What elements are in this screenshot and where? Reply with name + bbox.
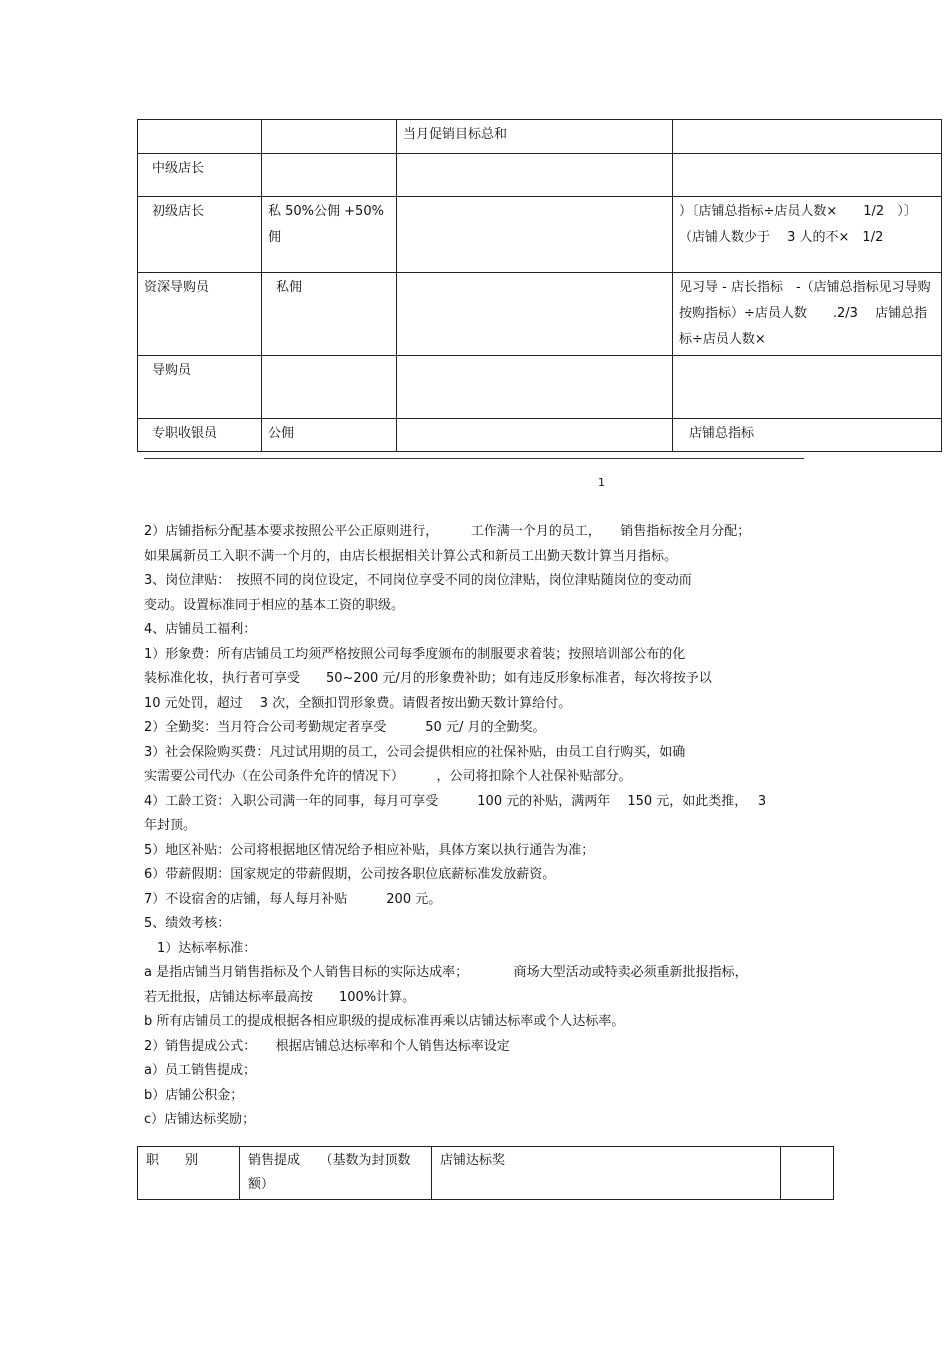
table-row — [138, 419, 942, 452]
table-cell — [397, 154, 673, 197]
table-cell: ）〔店铺总指标÷店员人数× 1/2 ）〕（店铺人数少于 3 人的不× 1/2 — [673, 197, 942, 273]
text-line: 2）店铺指标分配基本要求按照公平公正原则进行， 工作满一个月的员工， 销售指标按全月分配； — [144, 524, 751, 539]
table-cell: 资深导购员 — [138, 273, 262, 356]
text-line: 5、绩效考核： — [144, 916, 231, 931]
table-cell — [673, 120, 942, 154]
text-line: 7）不设宿舍的店铺，每人每月补贴 200 元。 — [144, 891, 442, 907]
table-cell: 当月促销目标总和 — [397, 120, 673, 154]
table-cell — [673, 356, 942, 419]
table-row — [138, 197, 942, 273]
text-line: 装标准化妆，执行者可享受 50~200 元/月的形象费补助；如有违反形象标准者，每次将按予以 — [144, 671, 712, 686]
table-cell: 店铺总指标 — [673, 419, 942, 452]
text-line: 年封顶。 — [144, 818, 197, 833]
table-cell: 专职收银员 — [138, 419, 262, 452]
text-line: 6）带薪假期：国家规定的带薪假期，公司按各职位底薪标准发放薪资。 — [144, 867, 556, 882]
policy-text — [144, 520, 844, 1133]
table-row — [138, 356, 942, 419]
table-cell — [397, 419, 673, 452]
text-line: a 是指店铺当月销售指标及个人销售目标的实际达成率； 商场大型活动或特卖必须重新批报指标， — [144, 965, 748, 980]
table-cell: 初级店长 — [138, 197, 262, 273]
table-cell — [262, 120, 397, 154]
page-number: 1 — [598, 476, 605, 489]
table-row — [138, 120, 942, 154]
table-cell: 私 50%公佣 +50%佣 — [262, 197, 397, 273]
text-line: 1）形象费：所有店铺员工均须严格按照公司每季度颁布的制服要求着装；按照培训部公布的化 — [144, 646, 686, 662]
text-line: 2）全勤奖：当月符合公司考勤规定者享受 50 元/ 月的全勤奖。 — [144, 720, 546, 735]
text-line: c）店铺达标奖励； — [144, 1112, 256, 1127]
table-row — [138, 273, 942, 356]
table-header-cell — [781, 1147, 834, 1200]
table-cell — [397, 273, 673, 356]
text-line: 5）地区补贴：公司将根据地区情况给予相应补贴，具体方案以执行通告为准； — [144, 842, 595, 858]
text-line: 4、店铺员工福利： — [144, 622, 257, 637]
commission-formula-table — [137, 1146, 834, 1200]
table-cell — [138, 120, 262, 154]
text-line: 3、岗位津贴： 按照不同的岗位设定，不同岗位享受不同的岗位津贴，岗位津贴随岗位的变动而 — [144, 573, 692, 588]
table-cell — [673, 154, 942, 197]
text-line: 变动。设置标准同于相应的基本工资的职级。 — [144, 597, 405, 613]
text-line: 4）工龄工资：入职公司满一年的同事，每月可享受 100 元的补贴，满两年 150 元，如此类推， 3 — [144, 793, 767, 809]
table-cell: 中级店长 — [138, 154, 262, 197]
table-cell — [262, 154, 397, 197]
table-header-cell: 职 别 — [138, 1147, 240, 1200]
table-cell — [397, 356, 673, 419]
table-header-cell: 销售提成 （基数为封顶数额） — [240, 1147, 432, 1200]
table-cell: 公佣 — [262, 419, 397, 452]
table-header-cell: 店铺达标奖 — [432, 1147, 781, 1200]
text-line: 1）达标率标准： — [144, 940, 257, 956]
text-line: 10 元处罚，超过 3 次，全额扣罚形象费。请假者按出勤天数计算给付。 — [144, 695, 572, 711]
text-line: 若无批报，店铺达标率最高按 100%计算。 — [144, 989, 416, 1005]
page-divider — [144, 458, 804, 459]
text-line: a）员工销售提成； — [144, 1063, 256, 1078]
table-cell — [397, 197, 673, 273]
table-cell — [262, 356, 397, 419]
table-header-row — [138, 1147, 834, 1200]
table-cell: 见习导 - 店长指标 -（店铺总指标见习导购按购指标）÷店员人数 .2/3 店铺总指标÷店员人数× — [673, 273, 942, 356]
salary-commission-table — [137, 119, 942, 452]
table-cell: 导购员 — [138, 356, 262, 419]
text-line: b 所有店铺员工的提成根据各相应职级的提成标准再乘以店铺达标率或个人达标率。 — [144, 1014, 625, 1029]
table-cell: 私佣 — [262, 273, 397, 356]
text-line: 实需要公司代办（在公司条件允许的情况下） ，公司将扣除个人社保补贴部分。 — [144, 769, 632, 784]
text-line: 如果属新员工入职不满一个月的，由店长根据相关计算公式和新员工出勤天数计算当月指标。 — [144, 548, 678, 564]
text-line: 3）社会保险购买费：凡过试用期的员工，公司会提供相应的社保补贴，由员工自行购买，如确 — [144, 744, 686, 760]
table-row — [138, 154, 942, 197]
text-line: b）店铺公积金； — [144, 1087, 244, 1103]
text-line: 2）销售提成公式： 根据店铺总达标率和个人销售达标率设定 — [144, 1038, 510, 1054]
